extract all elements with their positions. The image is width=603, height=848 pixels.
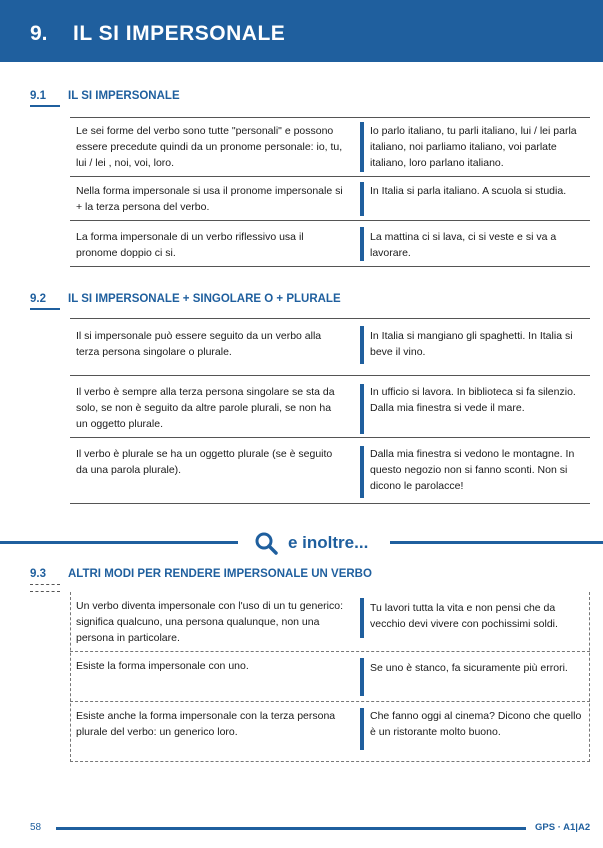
e-inoltre-divider [0,531,603,555]
example-marker [360,708,364,750]
example-text: In Italia si mangiano gli spaghetti. In Italia si beve il vino. [370,330,573,358]
example-text: Che fanno oggi al cinema? Dicono che quello è un ristorante molto buono. [370,710,582,738]
page-number: 58 [30,822,42,833]
table-row [70,318,590,376]
rule-text: Il verbo è sempre alla terza persona singolare se sta da solo, se non è seguito da altre parole plurali, se non ha un oggetto plurale. [76,386,335,430]
rule-text: Il verbo è plurale se ha un oggetto plurale (se è seguito da una parola plurale). [76,448,333,476]
example-text: In ufficio si lavora. In biblioteca si fa silenzio. Dalla mia finestra si vede il mare. [370,386,576,414]
chapter-header [0,0,603,62]
e-inoltre-label: e inoltre... [288,533,369,552]
example-text: In Italia si parla italiano. A scuola si studia. [370,185,567,197]
rule-text: Nella forma impersonale si usa il pronome impersonale si + la terza persona del verbo. [76,185,343,213]
table-row [70,702,590,762]
table-row [70,117,590,177]
chapter-title: IL SI IMPERSONALE [73,22,286,45]
magnifier-icon [254,531,278,555]
page-footer [0,820,603,838]
example-text: Se uno è stanco, fa sicuramente più errori. [370,662,568,674]
example-marker [360,227,364,261]
example-text: Dalla mia finestra si vedono le montagne. In questo negozio non si fanno sconti. Non si dicono le parolacce! [370,448,575,492]
table-row [70,177,590,221]
example-marker [360,446,364,498]
divider-line-right [390,541,603,544]
section-title-9-2: 9.2 IL SI IMPERSONALE + SINGOLARE O + PLURALE [30,293,341,305]
example-marker [360,598,364,638]
example-marker [360,384,364,434]
example-marker [360,122,364,172]
example-text: La mattina ci si lava, ci si veste e si va a lavorare. [370,231,557,259]
chapter-number: 9. [30,22,48,45]
table-row [70,652,590,702]
table-row [70,438,590,504]
example-marker [360,326,364,364]
rule-text: Esiste la forma impersonale con uno. [76,660,249,672]
section-underline [30,591,60,592]
example-marker [360,658,364,696]
example-marker [360,182,364,216]
table-row [70,221,590,267]
rule-text: Esiste anche la forma impersonale con la terza persona plurale del verbo: un generico loro. [76,710,336,738]
rule-text: Il si impersonale può essere seguito da un verbo alla terza persona singolare o plurale. [76,330,322,358]
table-row [70,376,590,438]
footer-line [56,827,526,830]
example-text: Io parlo italiano, tu parli italiano, lui / lei parla italiano, noi parliamo italiano, voi parlate italiano, loro parlano italiano. [370,125,577,169]
section-underline [30,584,60,585]
book-title: GPS · A1|A2 [535,822,591,833]
table-row [70,592,590,652]
rule-text: Le sei forme del verbo sono tutte "personali" e possono essere precedute quindi da un pronome personale: io, tu, lui / lei , noi, voi, loro. [76,125,343,169]
rule-text: Un verbo diventa impersonale con l'uso di un tu generico: significa qualcuno, una persona qualunque, non una persona in particolare. [76,600,343,644]
section-underline [30,105,60,107]
example-text: Tu lavori tutta la vita e non pensi che da vecchio devi vivere con pochissimi soldi. [370,602,558,630]
section-title-9-3: 9.3 ALTRI MODI PER RENDERE IMPERSONALE UN VERBO [30,568,372,580]
rule-text: La forma impersonale di un verbo riflessivo usa il pronome doppio ci si. [76,231,304,259]
divider-line-left [0,541,238,544]
section-underline [30,308,60,310]
section-title-9-1: 9.1 IL SI IMPERSONALE [30,90,180,102]
